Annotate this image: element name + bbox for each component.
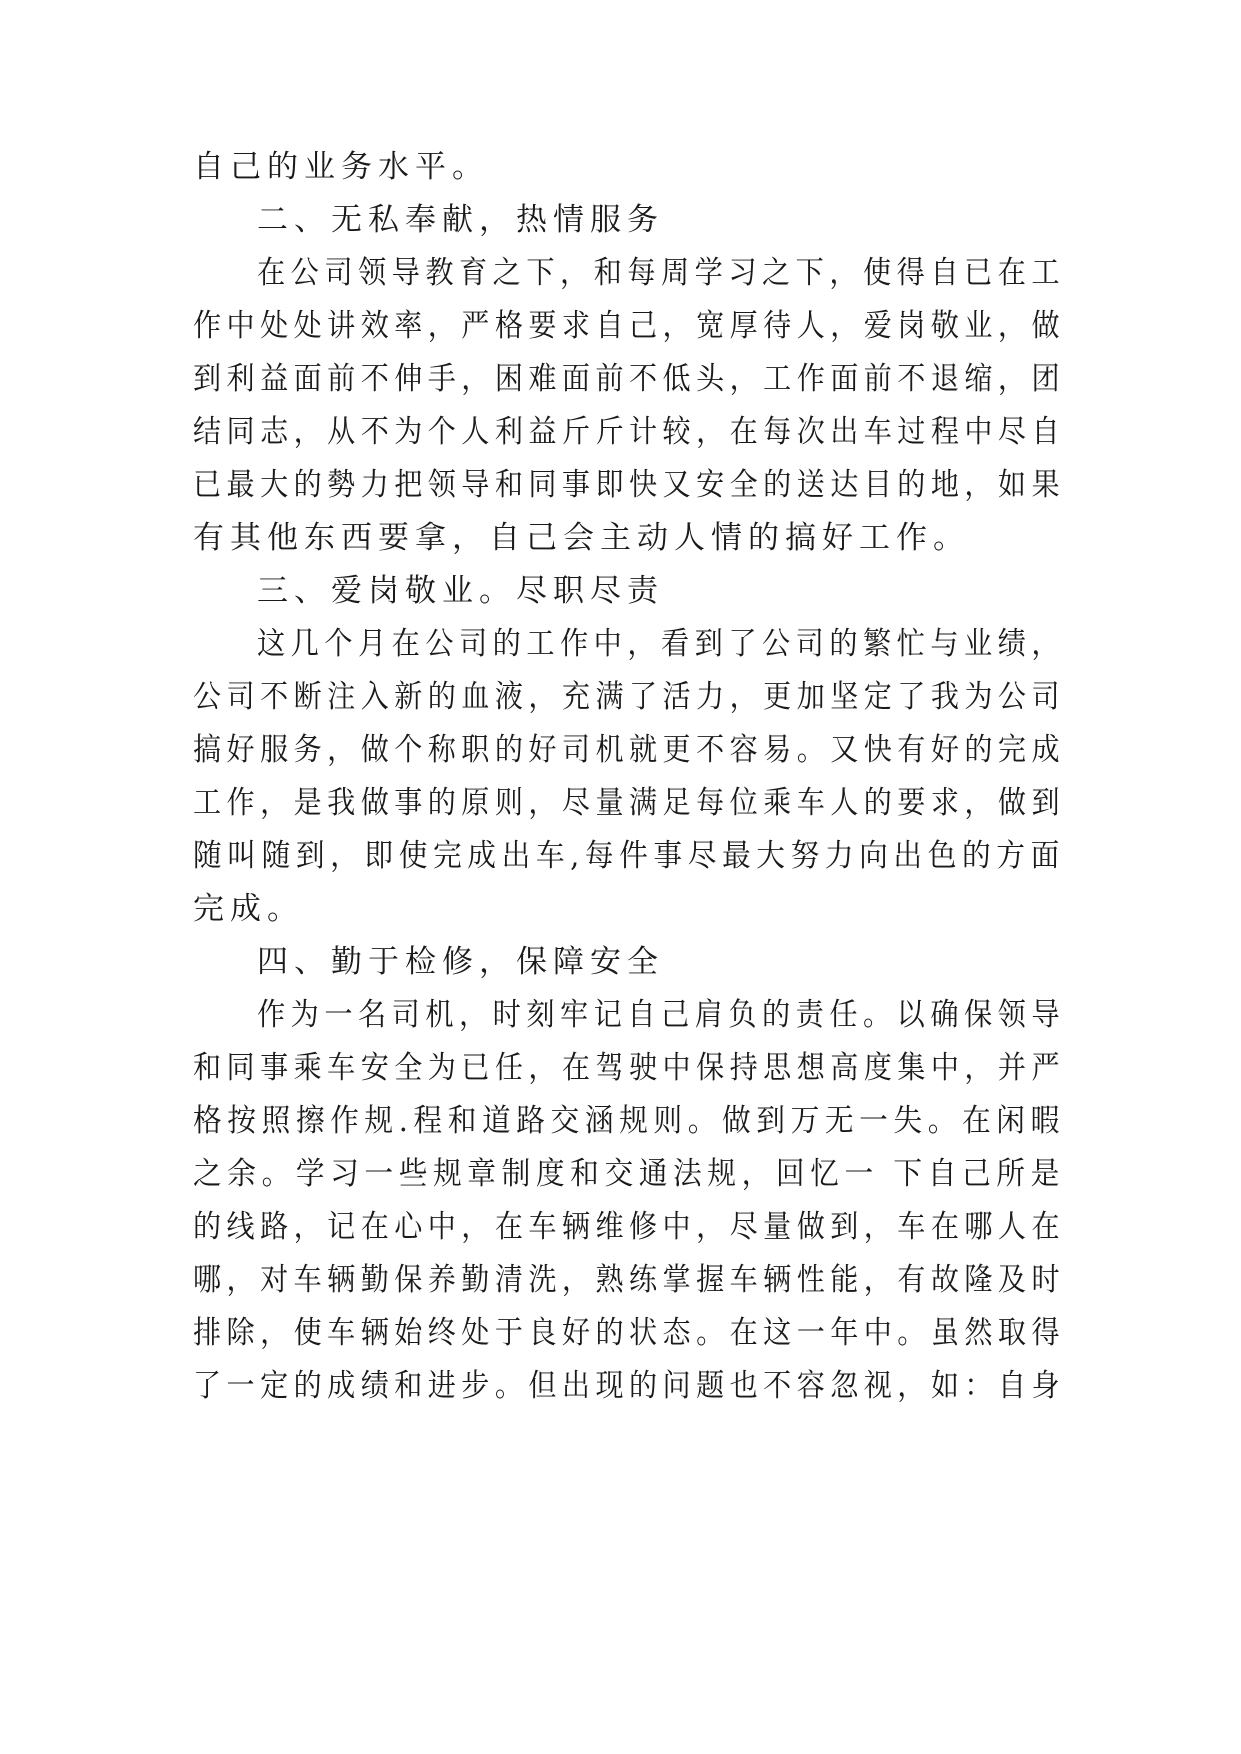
text-line: 格按照擦作规.程和道路交涵规则。做到万无一失。在闲暇 xyxy=(193,1103,1065,1139)
text-line: 这几个月在公司的工作中，看到了公司的繁忙与业绩， xyxy=(257,626,1065,662)
text-line: 搞好服务，做个称职的好司机就更不容易。又快有好的完成 xyxy=(193,732,1065,768)
text-line: 哪，对车辆勤保养勤清洗，熟练掌握车辆性能，有故隆及时 xyxy=(193,1262,1065,1298)
text-line: 自己的业务水平。 xyxy=(193,149,489,185)
section-heading: 二、无私奉献，热情服务 xyxy=(257,202,664,238)
text-line: 的线路，记在心中，在车辆维修中，尽量做到，车在哪人在 xyxy=(193,1209,1065,1245)
text-line: 有其他东西要拿，自己会主动人情的搞好工作。 xyxy=(193,520,970,556)
text-line: 了一定的成绩和进步。但出现的问题也不容忽视，如：自身 xyxy=(193,1368,1065,1404)
text-line: 之余。学习一些规章制度和交通法规，回忆一 下自己所是 xyxy=(193,1156,1065,1192)
text-line: 完成。 xyxy=(193,891,304,927)
text-line: 已最大的勢力把领导和同事即快又安全的送达目的地，如果 xyxy=(193,467,1065,503)
text-line: 在公司领导教育之下，和每周学习之下，使得自已在工 xyxy=(257,255,1065,291)
text-line: 排除，使车辆始终处于良好的状态。在这一年中。虽然取得 xyxy=(193,1315,1065,1351)
text-line: 和同事乘车安全为已任，在驾驶中保持思想高度集中，并严 xyxy=(193,1050,1065,1086)
text-line: 随叫随到，即使完成出车,每件事尽最大努力向出色的方面 xyxy=(193,838,1065,874)
text-line: 作中处处讲效率，严格要求自己，宽厚待人，爱岗敬业，做 xyxy=(193,308,1065,344)
text-line: 结同志，从不为个人利益斤斤计较，在每次出车过程中尽自 xyxy=(193,414,1065,450)
text-line: 公司不断注入新的血液，充满了活力，更加坚定了我为公司 xyxy=(193,679,1065,715)
section-heading: 四、勤于检修，保障安全 xyxy=(257,944,664,980)
text-line: 到利益面前不伸手，困难面前不低头，工作面前不退缩，团 xyxy=(193,361,1065,397)
text-line: 工作，是我做事的原则，尽量满足每位乘车人的要求，做到 xyxy=(193,785,1065,821)
text-line: 作为一名司机，时刻牢记自己肩负的责任。以确保领导 xyxy=(257,997,1065,1033)
section-heading: 三、爱岗敬业。尽职尽责 xyxy=(257,573,664,609)
